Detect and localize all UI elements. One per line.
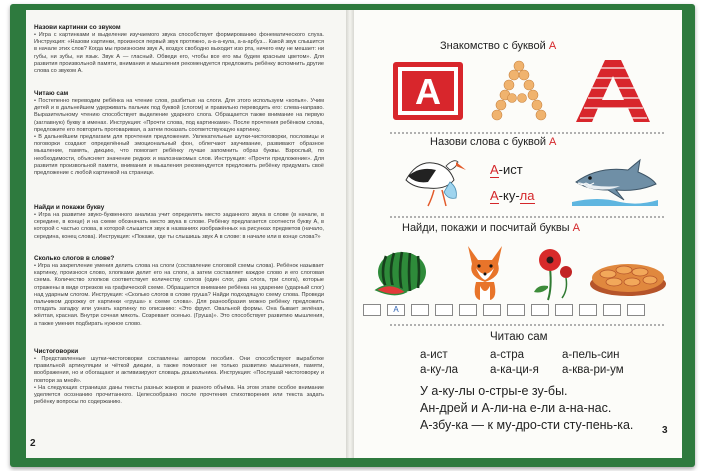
intro-title-text: Знакомство с буквой [440,40,546,52]
section-heading: Чистоговорки [34,348,79,355]
word-shark-first: А [490,188,499,203]
name-words-title-letter: А [549,136,557,148]
section-text: • Постепенно переводим ребёнка на чтение слов, разбитых на слоги. Для этого используем «копья». Учим детей и в дальнейшем удерживать пальчик под буквой (слогом) и правильно переводить его: слева-направо. Выразительному чтению способствует выделение ударного слога. Обращается также внимание на первую (заглавную) букву в именах. Инструкция: «Прочти слова, под картинками». После прочтения ребёнком слова, предложите его повторить проговаривая, а затем показать соответствующую картинку. • В дальнейшем предлагаем для прочтения предложения. Увлекательные шутки-чистоговорки, пословицы и поговорки создают определённый эмоциональный фон, облегчают заучивание, развивают образное мышление, память, дикцию, что помогает ребёнку лучше запомнить образ буквы. Взрослый, по необходимости, объясняет значение редких и малознакомых слов. Инструкция: «Прочти предложение». Для развития произвольной памяти, внимания и мышления рекомендуется предложить ребёнку придумать своё предложение с любой картинкой на странице. [34,98,324,177]
section-heading: Назови картинки со звуком [34,24,121,31]
section-name-pictures [34,24,324,75]
position-box[interactable] [531,304,549,316]
section-text: • Игра на развитие звуко-буквенного анализа учит определять место заданного звука в слове (в начале, в середине, в конце) и на схеме обозначать место звука в слове. Ребёнку предлагается соотнести букву А, в которой с частью слова, в которой слышится звук в названиях изображённых на рисунках предметов (начало, середина, конец слова). Инструкция: «Покажи, где ты слышишь звук А в слове: в начале или в конце слова?» [34,212,324,240]
book-spine [346,10,354,458]
section-heading: Сколько слогов в слове? [34,255,115,262]
position-box[interactable]: А [387,304,405,316]
position-box[interactable] [507,304,525,316]
find-letters-title-text: Найди, покажи и посчитай буквы [402,222,570,234]
watermelon-icon [372,246,432,298]
section-text: • Представленные шутки-чистоговорки составлены автором пособия. Они способствуют выработке правильной артикуляции и чёткой дикции, а также помогают не только развитию мышления, памяти, воображения, но и обогащают и активизируют словарь дошкольника. Инструкция: «Послушай чистоговорку и повтори за мной». • На следующих страницах даны тексты разных жанров и разного объёма. На этом этапе особое внимание уделяется осознанию прочитанного. Целесообразно после прочтения стихотворения или текста задать ребёнку вопросы по содержанию. [34,356,324,406]
intro-title [440,40,556,52]
section-tongue-twisters [34,348,324,406]
reading-word: а-ист [420,349,448,361]
reading-word: а-пель-син [562,349,620,361]
word-shark-last: ла [519,188,535,203]
word-stork-first: А [490,162,499,177]
letter-tile [393,62,463,120]
stripe-letter-icon [572,58,654,124]
section-syllables [34,255,324,328]
word-stork-rest: -ист [498,162,523,177]
word-shark-mid: -ку- [498,188,520,203]
divider [390,216,664,218]
reading-sentence: А-збу-ка — к му-дро-сти сту-пень-ка. [420,418,634,432]
reading-word: а-ку-ла [420,364,459,376]
section-heading: Найди и покажи букву [34,204,105,211]
reading-sentence: У а-ку-лы о-стры-е зу-бы. [420,384,568,398]
position-box[interactable] [555,304,573,316]
letter-tile-glyph: А [402,71,454,111]
reading-sentence: Ан-дрей и А-ли-на е-ли а-на-нас. [420,401,612,415]
position-box[interactable] [627,304,645,316]
word-shark [490,188,535,203]
position-box[interactable] [363,304,381,316]
page-number-left: 2 [30,438,36,449]
name-words-title-text: Назови слова с буквой [430,136,546,148]
pebble-letter-icon [478,58,560,124]
page-number-right: 3 [662,425,668,436]
reading-word: а-ква-ри-ум [562,364,624,376]
find-letters-title [402,222,580,234]
position-box[interactable] [459,304,477,316]
position-box[interactable] [579,304,597,316]
section-find-letter [34,204,324,241]
position-box[interactable] [411,304,429,316]
position-box[interactable] [435,304,453,316]
section-text: • Игра с картинками и выделение изучаемого звука способствует формированию фонематического слуха. Инструкция: «Назови картинки, произнося первый звук протяжно, а-а-а-кула, а-а-арбуз... Какой звук слышится в начале этих слов? Когда мы произносим звук А, воздух свободно выходит изо рта, ничего ему не мешает: ни губы, ни зубы, ни язык. Звук А — гласный. Обведи его, чтобы все его мы будем красным цветом». Для развития произвольной памяти, внимания и мышления рекомендуется предложить ребёнку вспомнить другие слова со звуком А. [34,32,324,75]
section-text: • Игра на закрепление умения делить слова на слоги (составление слоговой схемы слова). Ребёнок называет картинку, произнося слово, хлопками делит его на слоги, а затем составляет каждое слово и его слоговая схема. Количество хлопков соответствует количеству слогов (один слог, два слога, три слога), которые отражены в виде отрезков на графической схеме. Обращается внимание ребёнка на ударение (ударный слог) над ударным слогом. Инструкция: «Сколько слогов в слове груша? Найди подходящую схему слова. Проведи пальчиком дорожку от картинки «груша» к схеме слова». Для разнообразия можно ребёнку предложить отгадать загадку или узнать картинку по описанию: «Это фрукт. Овальной формы. Она бывает зелёная, жёлтая, красная. Внутри сочная мякоть. Созревает осенью. (Груша)». Это способствует развитию мышления, а также умения подбирать нужное слово. [34,263,324,327]
find-letters-title-letter: А [572,222,580,234]
stork-icon [398,150,468,208]
reading-title: Читаю сам [490,331,548,343]
section-heading: Читаю сам [34,90,69,97]
pie-icon [588,250,668,298]
letter-position-boxes [363,304,651,316]
position-box[interactable] [483,304,501,316]
fox-icon [462,242,508,302]
poppy-icon [526,244,576,302]
reading-word: а-стра [490,349,525,361]
name-words-title [430,136,556,148]
shark-icon [568,152,660,206]
position-box[interactable] [603,304,621,316]
divider [390,132,664,134]
reading-word: а-ка-ци-я [490,364,539,376]
section-read-myself [34,90,324,177]
word-stork [490,162,523,177]
divider [390,324,664,326]
intro-title-letter: А [548,40,557,52]
